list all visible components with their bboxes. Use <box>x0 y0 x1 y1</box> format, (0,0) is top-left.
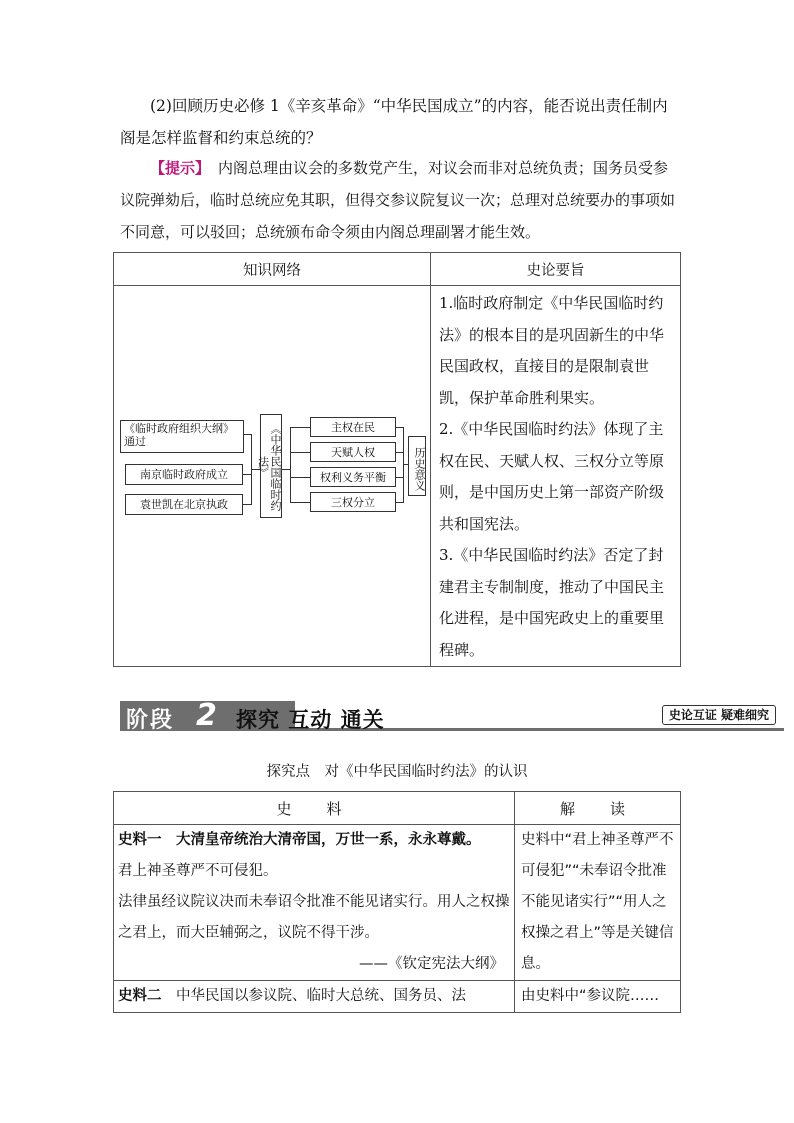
key-points-cell <box>431 286 681 667</box>
principle-box: 天赋人权 <box>310 442 396 462</box>
interpretation-text: 由史料中“参议院…… <box>521 988 660 1004</box>
interpretation-one-cell <box>515 825 681 981</box>
interpretation-text: 史料中“君上神圣尊严不可侵犯”“未奉诏令批准不能见诸实行”“用人之权操之君上”等是关键信息。 <box>521 832 674 972</box>
principle-box: 主权在民 <box>310 417 396 437</box>
section-subheading: 探究点 对《中华民国临时约法》的认识 <box>266 764 528 780</box>
question-paragraph <box>120 90 680 154</box>
source-line: 法律虽经议院议决而未奉诏令批准不能见诸实行。用人之权操之君上，而大臣辅弼之，议院不得干涉。 <box>118 894 510 941</box>
sources-table <box>113 791 681 1013</box>
tip-label: 【提示】 <box>150 159 211 177</box>
question-text: (2)回顾历史必修 1《辛亥革命》“中华民国成立”的内容，能否说出责任制内阁是怎样监督和约束总统的？ <box>120 97 668 147</box>
source-two-cell <box>114 981 515 1013</box>
stage-banner <box>120 698 784 733</box>
stage-tag: 史论互证 疑难细究 <box>662 705 776 725</box>
constitution-center-box: 《中华民国临时约法》 <box>260 414 282 518</box>
header-knowledge-network: 知识网络 <box>114 253 431 286</box>
connector-line <box>290 452 310 453</box>
header-interpretation: 解 读 <box>515 792 681 825</box>
interpretation-two-cell <box>515 981 681 1013</box>
principle-box: 权利义务平衡 <box>310 467 396 487</box>
tip-paragraph <box>120 152 680 248</box>
source-citation: ——《钦定宪法大纲》 <box>359 956 504 972</box>
key-point: 1.临时政府制定《中华民国临时约法》的根本目的是巩固新生的中华民国政权，直接目的是限制袁世凯，保护革命胜利果实。 <box>439 294 665 407</box>
knowledge-diagram-cell <box>114 286 431 667</box>
source-line: 君上神圣尊严不可侵犯。 <box>118 863 278 879</box>
source-line: 大清皇帝统治大清帝国，万世一系，永永尊戴。 <box>176 832 481 848</box>
connector-line <box>290 427 291 502</box>
cause-box-outline: 《临时政府组织大纲》通过 <box>120 420 244 453</box>
header-sources: 史 料 <box>114 792 515 825</box>
knowledge-table <box>113 252 681 667</box>
cause-box-nanjing: 南京临时政府成立 <box>125 464 243 485</box>
principle-box: 三权分立 <box>310 492 396 512</box>
source-one-cell <box>114 825 515 981</box>
source-label: 史料二 <box>118 988 162 1004</box>
connector-line <box>290 502 310 503</box>
key-point: 3.《中华民国临时约法》否定了封建君主专制制度，推动了中国民主化进程，是中国宪政史上的重要里程碑。 <box>439 546 665 659</box>
cause-box-yuan: 袁世凯在北京执政 <box>125 494 243 515</box>
source-text: 中华民国以参议院、临时大总统、国务员、法 <box>176 988 466 1004</box>
connector-line <box>290 427 310 428</box>
key-point: 2.《中华民国临时约法》体现了主权在民、天赋人权、三权分立等原则，是中国历史上第一部资产阶级共和国宪法。 <box>439 420 665 533</box>
connector-line <box>282 469 290 470</box>
source-label: 史料一 <box>118 832 162 848</box>
stage-number: 2 <box>196 698 217 733</box>
stage-title: 探究 互动 通关 <box>236 708 385 732</box>
header-key-points: 史论要旨 <box>431 253 681 286</box>
tip-text: 内阁总理由议会的多数党产生，对议会而非对总统负责；国务员受参议院弹劾后，临时总统应免其职，但得交参议院复议一次；总理对总统要办的事项如不同意，可以驳回；总统颁布命令须由内阁总理副署才能生效。 <box>120 159 676 241</box>
knowledge-diagram <box>114 286 430 660</box>
stage-label: 阶段 <box>126 708 175 733</box>
connector-line <box>290 477 310 478</box>
significance-box: 历史意义 <box>408 436 426 496</box>
